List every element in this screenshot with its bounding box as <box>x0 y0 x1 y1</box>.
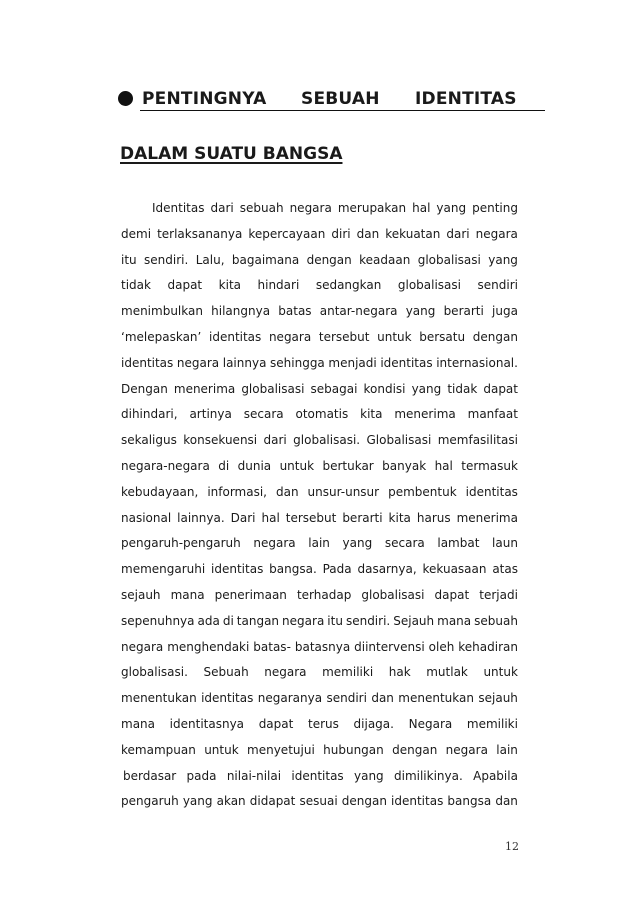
word: termasuk <box>461 458 518 473</box>
word: kita <box>218 278 241 293</box>
word: tidak <box>121 278 151 293</box>
word: globalisasi <box>397 278 461 293</box>
word: identitas <box>121 355 174 370</box>
word: secara <box>243 407 284 422</box>
word: yang <box>182 794 213 809</box>
word: dengan <box>306 252 352 267</box>
word: artinya <box>189 407 232 422</box>
word: sebuah <box>239 201 284 215</box>
body-line <box>121 764 518 790</box>
word: negara <box>268 329 312 344</box>
word: identitas <box>201 691 254 706</box>
word: yang <box>405 304 436 319</box>
word: negara <box>176 355 220 370</box>
word: pada <box>186 768 217 783</box>
word: kita <box>388 510 411 525</box>
word: kemampuan <box>121 742 196 757</box>
word: pengaruh <box>121 794 179 809</box>
word: kekuasaan <box>422 562 487 577</box>
word: yang <box>354 768 384 783</box>
word: dapat <box>434 587 470 602</box>
word: dijaga. <box>353 716 394 731</box>
section-heading-line-2: DALAM SUATU BANGSA <box>120 144 343 164</box>
word: ‘melepaskan’ <box>121 329 202 344</box>
word: untuk <box>377 329 412 344</box>
word: hal <box>434 458 453 473</box>
word: menerima <box>394 407 456 422</box>
heading-word: IDENTITAS <box>415 89 517 109</box>
word: banyak <box>382 458 427 473</box>
word: kekuatan <box>385 226 441 241</box>
word: menerima <box>173 381 236 396</box>
body-line <box>121 686 518 712</box>
word: menimbulkan <box>121 304 203 319</box>
word: konsekuensi <box>183 433 258 448</box>
word: yang <box>488 252 518 267</box>
body-line <box>121 299 518 325</box>
word: harus <box>416 510 451 525</box>
word: identitas <box>211 562 264 577</box>
word: kita <box>360 407 383 422</box>
word: bangsa <box>447 794 492 809</box>
body-line <box>121 273 518 299</box>
body-line <box>121 635 518 661</box>
word: lainnya. <box>177 510 225 525</box>
body-line <box>121 454 518 480</box>
word: Sebuah <box>203 665 249 680</box>
word: merupakan <box>337 201 407 215</box>
word: dasarnya, <box>357 562 417 577</box>
word: menentukan <box>121 691 197 706</box>
word: juga <box>492 304 518 319</box>
word: tangan <box>236 613 280 628</box>
word: dihindari, <box>121 407 178 422</box>
word: sekaligus <box>121 433 177 448</box>
word: memfasilitasi <box>437 433 518 448</box>
word: di <box>218 458 230 473</box>
word: ada <box>197 613 220 628</box>
word: dengan <box>392 742 438 757</box>
word: menerima <box>456 510 518 525</box>
word: demi <box>121 226 152 241</box>
word: identitasnya <box>169 716 245 731</box>
body-line <box>121 402 518 428</box>
word: sendiri <box>326 691 367 706</box>
word: lain <box>496 742 518 757</box>
word: yang <box>411 381 442 396</box>
word: batas- <box>253 639 291 654</box>
word: akan <box>216 794 246 809</box>
word: untuk <box>204 742 239 757</box>
word: diri <box>331 226 351 241</box>
word: bertukar <box>322 458 374 473</box>
word: bagaimana <box>231 252 300 267</box>
word: memiliki <box>322 665 374 680</box>
word: batasnya <box>294 639 351 654</box>
word: di <box>222 613 234 628</box>
body-paragraph <box>121 196 518 815</box>
word: negaranya <box>257 691 323 706</box>
body-line <box>121 738 518 764</box>
body-line <box>121 377 518 403</box>
body-line <box>121 480 518 506</box>
word: negara <box>445 742 488 757</box>
word: dengan <box>472 329 518 344</box>
body-line <box>121 712 518 738</box>
word: berdasar <box>123 768 177 783</box>
word: negara <box>282 613 325 628</box>
word: manfaat <box>467 407 518 422</box>
word: terlaksananya <box>157 226 243 241</box>
word: negara <box>264 665 307 680</box>
heading-word: SEBUAH <box>301 89 380 109</box>
word: lainnya <box>222 355 267 370</box>
word: negara <box>475 226 518 241</box>
word: Globalisasi <box>366 433 432 448</box>
word: globalisasi. <box>293 433 361 448</box>
heading-word: PENTINGNYA <box>142 89 267 109</box>
word: bangsa. <box>269 562 317 577</box>
word: dunia <box>237 458 272 473</box>
word: Pada <box>322 562 352 577</box>
body-line <box>121 325 518 351</box>
word: nasional <box>121 510 172 525</box>
word: menjadi <box>328 355 377 370</box>
word: dan <box>495 794 518 809</box>
word: Lalu, <box>195 252 225 267</box>
word: globalisasi. <box>121 665 188 680</box>
word: sendiri. <box>144 252 189 267</box>
word: unsur-unsur <box>307 484 380 499</box>
word: antar-negara <box>319 304 398 319</box>
word: mutlak <box>426 665 468 680</box>
word: kehadiran <box>458 639 518 654</box>
word: internasional. <box>436 355 518 370</box>
word: batas <box>278 304 312 319</box>
word: mana <box>437 613 472 628</box>
word: dari <box>210 201 234 215</box>
body-line <box>121 583 518 609</box>
body-line <box>121 789 518 815</box>
word: didapat <box>249 794 296 809</box>
word: sehingga <box>270 355 325 370</box>
word: hubungan <box>323 742 384 757</box>
word: negara <box>121 639 164 654</box>
word: berarti <box>443 304 484 319</box>
word: Dengan <box>121 381 168 396</box>
word: oleh <box>428 639 455 654</box>
word: dan <box>356 226 380 241</box>
word: kondisi <box>363 381 406 396</box>
word: menentukan <box>398 691 474 706</box>
word: penting <box>472 201 518 215</box>
body-line <box>121 196 518 222</box>
word: lambat <box>437 536 480 551</box>
word: sedangkan <box>315 278 382 293</box>
body-line <box>121 248 518 274</box>
body-line <box>121 222 518 248</box>
word: dimilikinya. <box>394 768 463 783</box>
word: negara <box>289 201 332 215</box>
word: diintervensi <box>354 639 425 654</box>
word: hilangnya <box>211 304 271 319</box>
word: lain <box>308 536 330 551</box>
body-line <box>121 506 518 532</box>
word: secara <box>384 536 425 551</box>
body-line <box>121 660 518 686</box>
word: negara-negara <box>121 458 210 473</box>
word: hindari <box>257 278 300 293</box>
word: Identitas <box>152 201 205 215</box>
body-line <box>121 609 518 635</box>
word: hak <box>388 665 411 680</box>
word: tersebut <box>318 329 370 344</box>
word: Sejauh <box>393 613 435 628</box>
word: globalisasi <box>241 381 305 396</box>
word: penerimaan <box>214 587 287 602</box>
word: mana <box>170 587 205 602</box>
word: yang <box>436 201 467 215</box>
body-line <box>121 428 518 454</box>
word: laun <box>492 536 518 551</box>
word: Dari <box>230 510 256 525</box>
word: tidak <box>447 381 478 396</box>
word: globalisasi <box>417 252 481 267</box>
word: dari <box>263 433 287 448</box>
page-number: 12 <box>505 840 519 853</box>
word: sendiri <box>477 278 518 293</box>
word: Apabila <box>473 768 518 783</box>
word: dari <box>446 226 470 241</box>
word: menghendaki <box>167 639 250 654</box>
word: menyetujui <box>247 742 315 757</box>
word: informasi, <box>207 484 267 499</box>
word: kepercayaan <box>248 226 326 241</box>
word: dengan <box>341 794 387 809</box>
word: dan <box>275 484 299 499</box>
word: dan <box>371 691 394 706</box>
word: tersebut <box>285 510 337 525</box>
word: dapat <box>258 716 294 731</box>
word: sejauh <box>478 691 518 706</box>
word: mana <box>121 716 156 731</box>
word: yang <box>342 536 373 551</box>
word: kebudayaan, <box>121 484 199 499</box>
word: identitas <box>291 768 344 783</box>
word: berarti <box>342 510 383 525</box>
word: dapat <box>167 278 203 293</box>
heading-underline <box>140 110 545 111</box>
word: nilai-nilai <box>226 768 282 783</box>
word: memengaruhi <box>121 562 206 577</box>
word: sebagai <box>310 381 358 396</box>
word: sepenuhnya <box>121 613 195 628</box>
section-heading <box>118 88 545 112</box>
word: sesuai <box>299 794 338 809</box>
word: negara <box>253 536 296 551</box>
body-line <box>121 557 518 583</box>
word: identitas <box>209 329 262 344</box>
word: hal <box>412 201 431 215</box>
body-line <box>121 351 518 377</box>
word: untuk <box>279 458 315 473</box>
word: sebuah <box>474 613 518 628</box>
word: untuk <box>483 665 518 680</box>
word: itu <box>121 252 137 267</box>
word: atas <box>492 562 518 577</box>
word: identitas <box>465 484 518 499</box>
bullet-icon <box>118 91 133 106</box>
word: terjadi <box>479 587 518 602</box>
word: dapat <box>483 381 518 396</box>
word: sejauh <box>121 587 161 602</box>
word: memiliki <box>466 716 518 731</box>
word: identitas <box>380 355 433 370</box>
word: globalisasi <box>361 587 425 602</box>
word: hal <box>261 510 280 525</box>
word: terhadap <box>296 587 352 602</box>
word: identitas <box>391 794 444 809</box>
word: keadaan <box>359 252 411 267</box>
word: bersatu <box>419 329 466 344</box>
word: Negara <box>408 716 453 731</box>
body-line <box>121 531 518 557</box>
word: otomatis <box>295 407 349 422</box>
word: terus <box>308 716 339 731</box>
word: sendiri. <box>345 613 391 628</box>
word: pembentuk <box>388 484 457 499</box>
word: itu <box>327 613 343 628</box>
word: pengaruh-pengaruh <box>121 536 241 551</box>
